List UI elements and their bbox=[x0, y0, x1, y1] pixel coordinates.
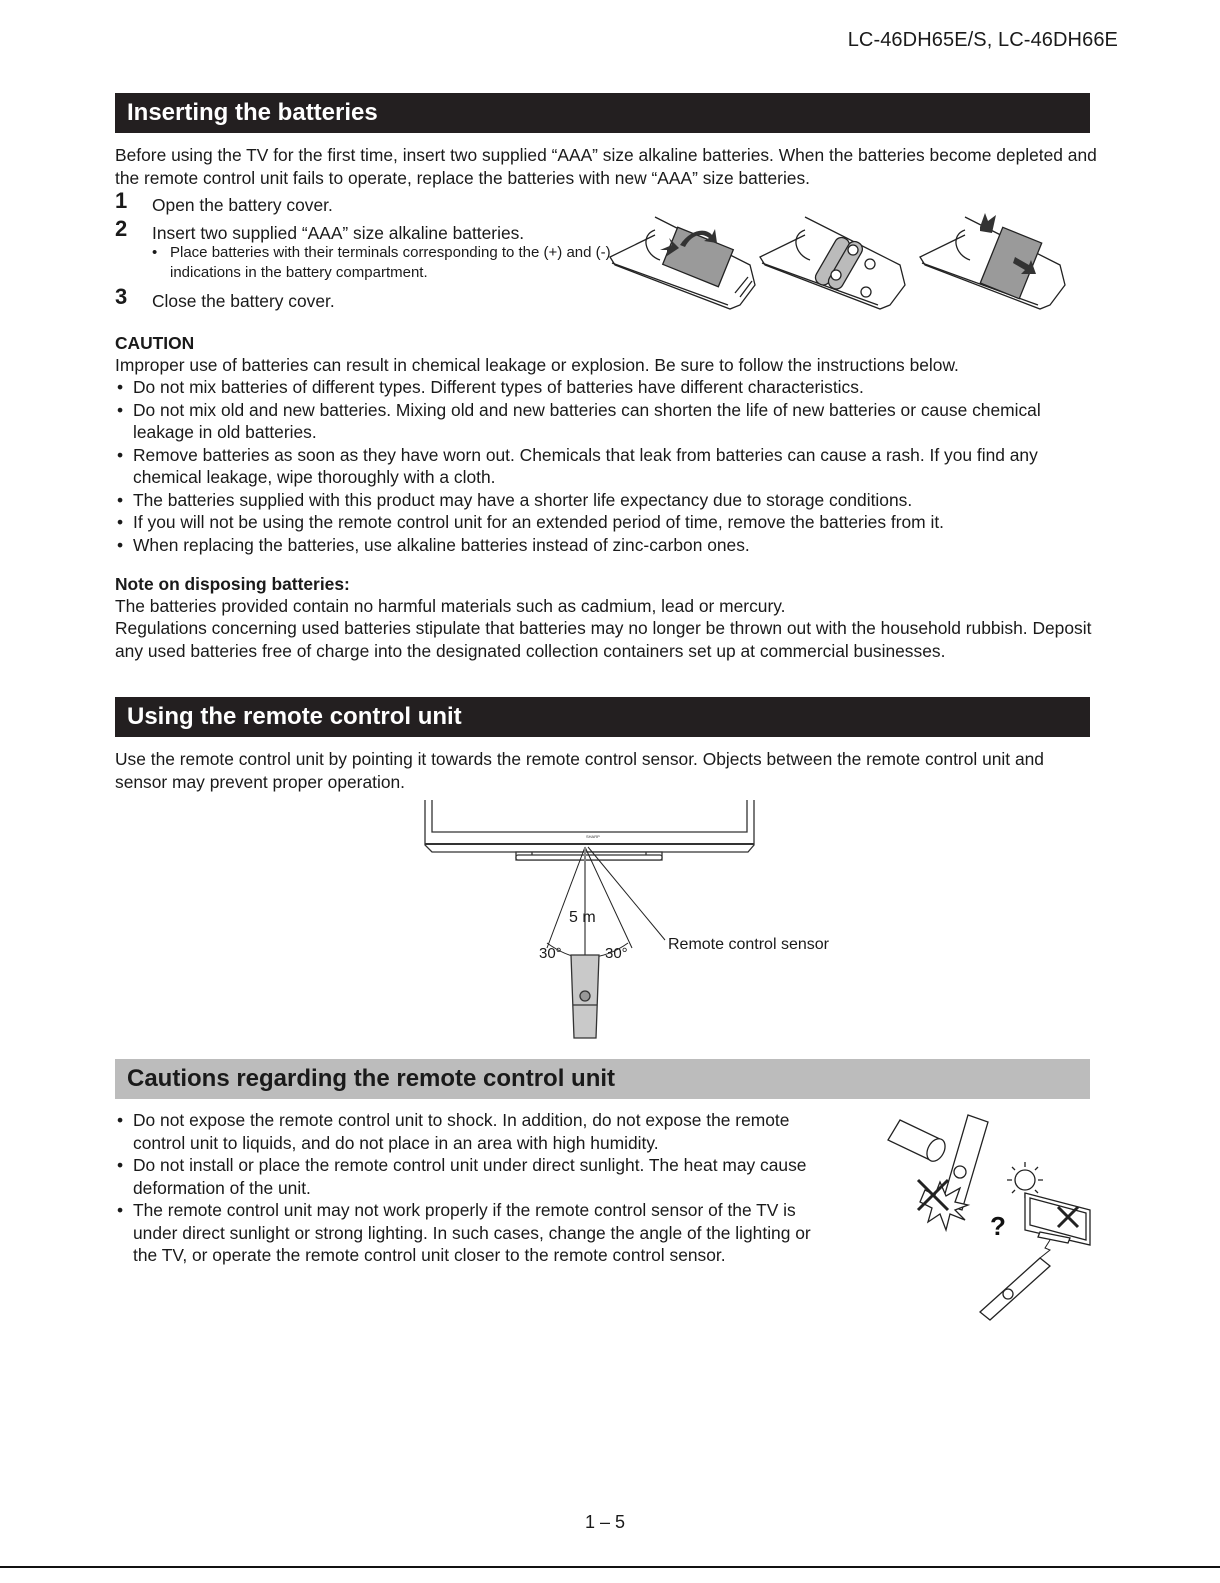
tv-icon bbox=[425, 800, 754, 860]
step-number: 3 bbox=[115, 284, 128, 309]
remote-insert-batteries-icon bbox=[760, 217, 905, 309]
page-number: 1 – 5 bbox=[584, 1512, 626, 1532]
section-title-inserting-batteries: Inserting the batteries bbox=[115, 93, 1090, 133]
step-number: 1 bbox=[115, 188, 128, 213]
angle-right-label: 30° bbox=[605, 945, 628, 962]
step-2-note bbox=[152, 243, 612, 283]
section-title-cautions-remote: Cautions regarding the remote control unit bbox=[115, 1059, 1090, 1099]
bottom-rule bbox=[0, 1566, 1220, 1568]
step-text: Open the battery cover. bbox=[152, 195, 333, 215]
list-item: • The remote control unit may not work properly if the remote control sensor of the TV is under direct sunlight or strong lighting. In such cases, change the angle of the lighting or the TV, or operate the remote control unit closer to the remote control sensor. bbox=[117, 1200, 811, 1265]
model-number: LC-46DH65E/S, LC-46DH66E bbox=[847, 29, 1118, 51]
disposal-heading: Note on disposing batteries: bbox=[115, 574, 350, 594]
list-item: • The batteries supplied with this product may have a shorter life expectancy due to storage conditions. bbox=[117, 489, 913, 510]
step-number: 2 bbox=[115, 216, 128, 241]
caution-heading: CAUTION bbox=[115, 333, 195, 353]
caution-intro: Improper use of batteries can result in chemical leakage or explosion. Be sure to follow the instructions below. bbox=[115, 355, 959, 375]
list-item: • Do not mix batteries of different types. Different types of batteries have different characteristics. bbox=[117, 377, 864, 397]
list-item: • If you will not be using the remote control unit for an extended period of time, remove the batteries from it. bbox=[117, 512, 945, 532]
list-item: • Remove batteries as soon as they have worn out. Chemicals that leak from batteries can cause a rash. If you find any chemical leakage, wipe thoroughly with a cloth. bbox=[117, 444, 1038, 487]
remote-control-icon bbox=[571, 955, 599, 1038]
list-item: • Do not expose the remote control unit to shock. In addition, do not expose the remote control unit to liquids, and do not place in an area with high humidity. bbox=[117, 1110, 790, 1153]
using-intro: Use the remote control unit by pointing it towards the remote control sensor. Objects between the remote control unit and sensor may prevent proper operation. bbox=[115, 749, 1044, 792]
angle-left-label: 30° bbox=[539, 945, 562, 962]
disposal-line-2: Regulations concerning used batteries stipulate that batteries may no longer be thrown out with the household rubbish. Deposit any used batteries free of charge into the designated collection containers set up at commercial businesses. bbox=[115, 618, 1092, 661]
sensor-label: Remote control sensor bbox=[668, 936, 829, 953]
battery-insertion-illustration bbox=[600, 205, 1080, 320]
step-text: Close the battery cover. bbox=[152, 291, 335, 311]
remote-control-icon bbox=[980, 1258, 1050, 1320]
step-2-note-text: Place batteries with their terminals corresponding to the (+) and (-) indications in the battery compartment. bbox=[170, 244, 611, 281]
remote-close-cover-icon bbox=[920, 217, 1065, 309]
cautions-remote-list bbox=[115, 1109, 825, 1267]
bullet-dot: • bbox=[152, 244, 158, 261]
remote-range-diagram bbox=[420, 800, 860, 1045]
list-item: • Do not mix old and new batteries. Mixing old and new batteries can shorten the life of new batteries or cause chemical leakage in old batteries. bbox=[117, 399, 1041, 442]
liquid-cup-icon bbox=[888, 1120, 949, 1164]
tv-icon bbox=[1025, 1193, 1090, 1245]
remote-cautions-illustration bbox=[880, 1110, 1095, 1330]
question-mark-icon: ? bbox=[990, 1211, 1006, 1241]
inserting-intro: Before using the TV for the first time, insert two supplied “AAA” size alkaline batteries. When the batteries become depleted and the remote control unit fails to operate, replace the batteries with new “AAA” size batteries. bbox=[115, 145, 1097, 188]
list-item: • When replacing the batteries, use alkaline batteries instead of zinc-carbon ones. bbox=[117, 534, 750, 555]
caution-list bbox=[115, 376, 1100, 556]
svg-text:SHARP: SHARP bbox=[586, 834, 600, 839]
section-title-using-remote: Using the remote control unit bbox=[115, 697, 1090, 737]
distance-label: 5 m bbox=[569, 909, 596, 926]
remote-open-cover-icon bbox=[610, 217, 755, 309]
list-item: • Do not install or place the remote control unit under direct sunlight. The heat may cause deformation of the unit. bbox=[117, 1155, 807, 1198]
disposal-line-1: The batteries provided contain no harmful materials such as cadmium, lead or mercury. bbox=[115, 596, 786, 616]
step-text: Insert two supplied “AAA” size alkaline batteries. bbox=[152, 223, 525, 243]
